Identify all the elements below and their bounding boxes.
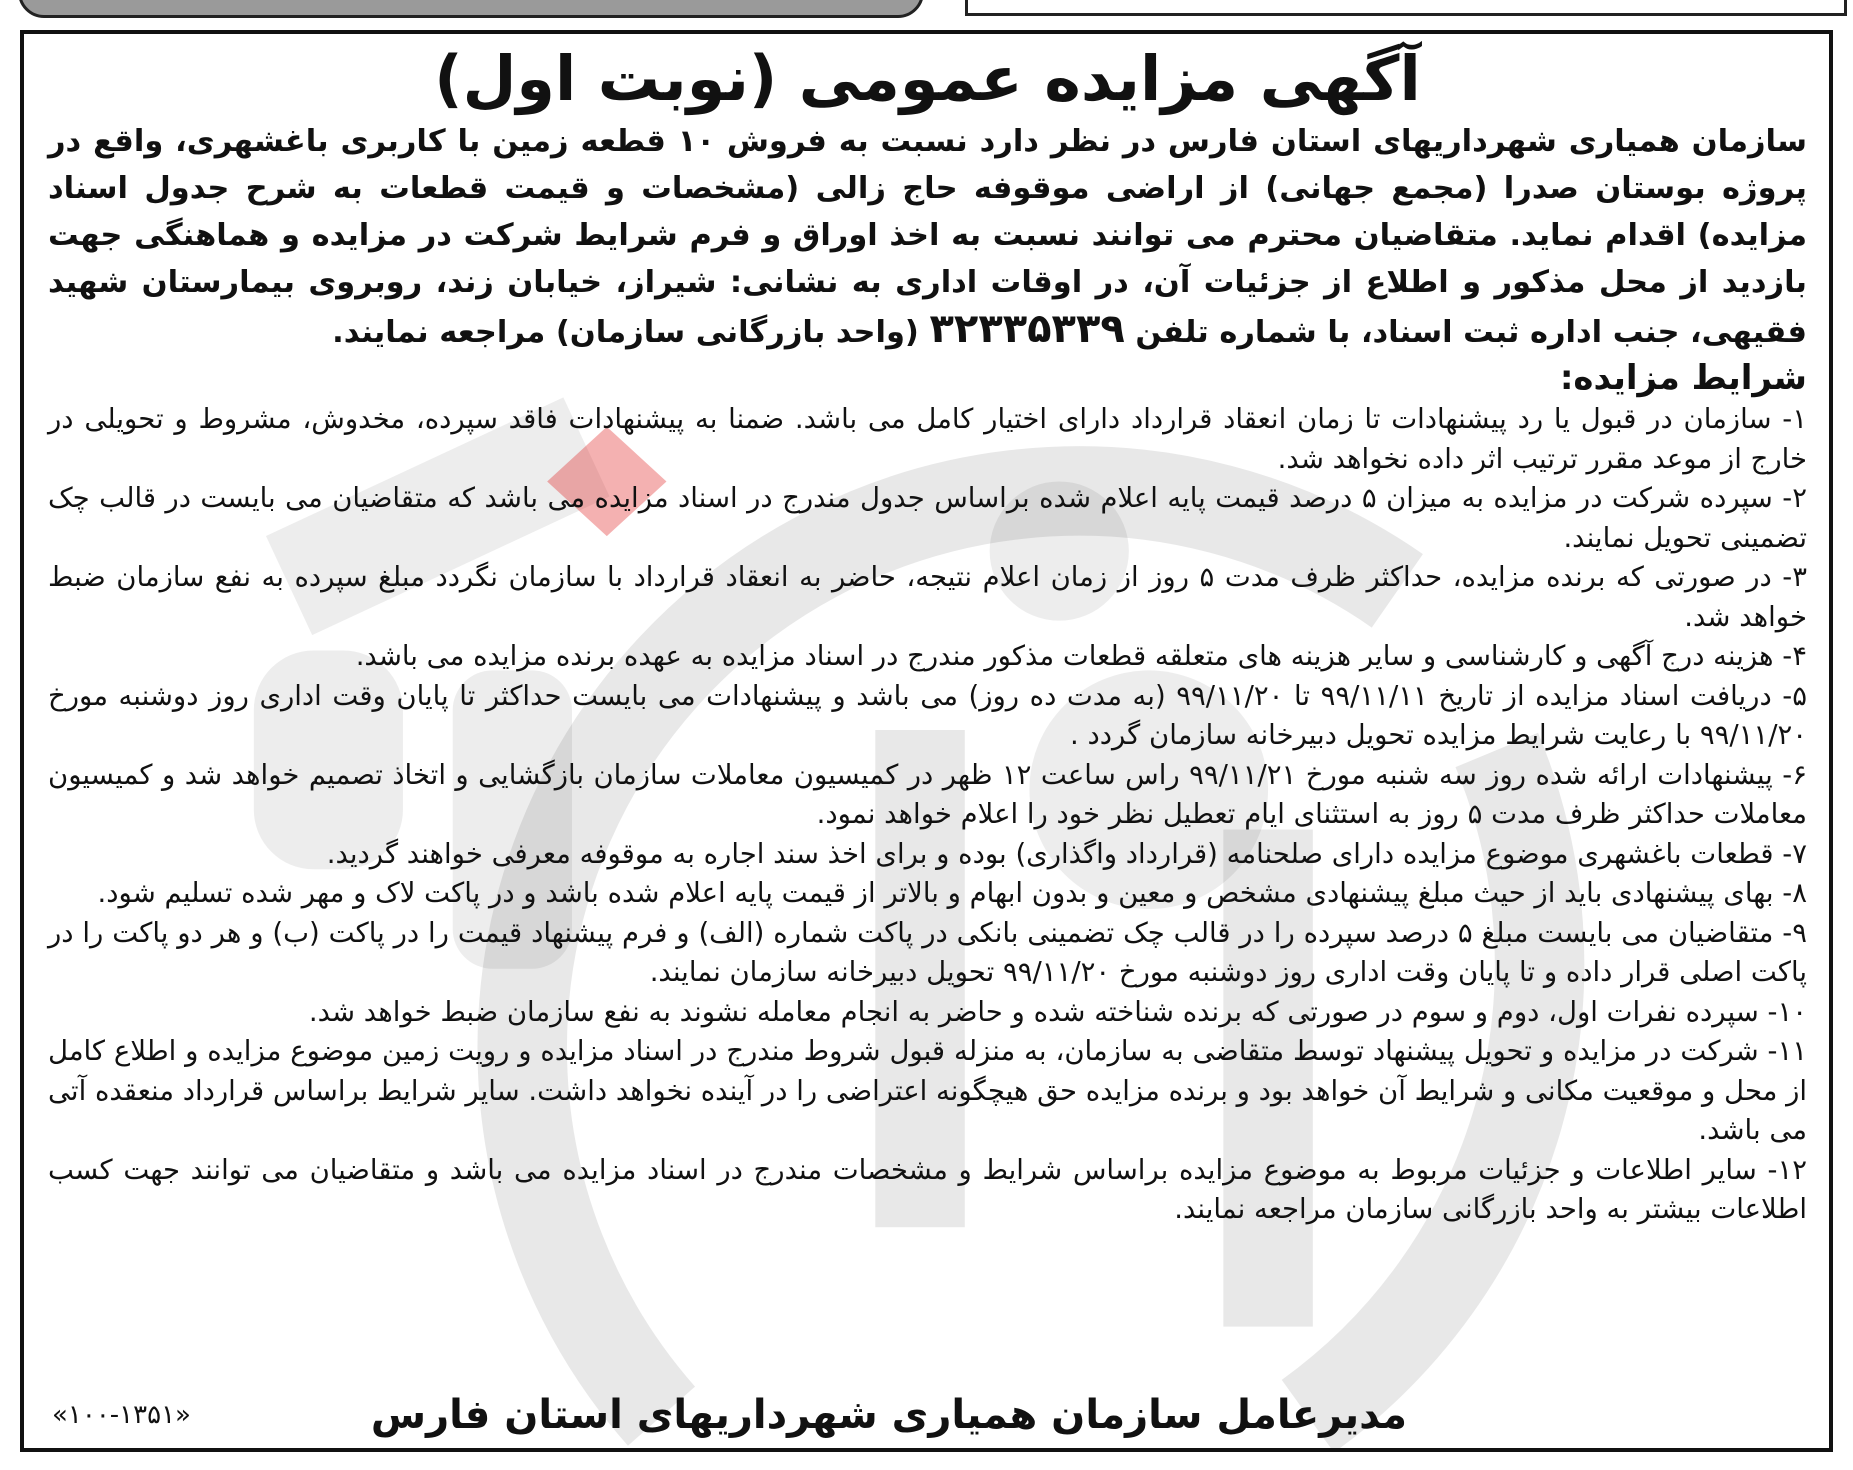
condition-item: ۴- هزینه درج آگهی و کارشناسی و سایر هزینه های متعلقه قطعات مذکور مندرج در اسناد مزایده به عهده برنده مزایده می باشد. [355,640,1807,672]
notice-content [48,40,1807,1440]
reference-code: «۱۰۰-۱۳۵۱» [52,1400,191,1430]
condition-item: ۱۰- سپرده نفرات اول، دوم و سوم در صورتی که برنده شناخته شده و حاضر به انجام معامله نشوند به نفع سازمان ضبط خواهد شد. [308,995,1807,1028]
intro-paragraph [48,118,1807,356]
conditions-heading: شرایط مزایده: [1559,358,1807,398]
condition-item: ۳- در صورتی که برنده مزایده، حداکثر ظرف مدت ۵ روز از زمان اعلام نتیجه، حاضر به انعقاد قرارداد با سازمان نگردد مبلغ سپرده به نفع سازمان ضبط خواهد شد. [48,561,1808,633]
condition-item: ۱- سازمان در قبول یا رد پیشنهادات تا زمان انعقاد قرارداد دارای اختیار کامل می باشد. ضمنا به پیشنهادات فاقد سپرده، مخدوش، مشروط و تحویلی در خارج از موعد مقرر ترتیب اثر داده نخواهد شد. [48,403,1807,475]
top-border-box [965,0,1847,16]
top-decorative-bar [18,0,924,18]
phone-number: ۳۲۳۳۵۳۳۹ [929,306,1125,352]
condition-item: ۸- بهای پیشنهادی باید از حیث مبلغ پیشنهادی مشخص و معین و بدون ابهام و بالاتر از قیمت پایه اعلام شده باشد و در پاکت لاک و مهر شده تسلیم شود. [97,877,1807,909]
conditions-list [48,400,1807,1230]
notice-footer [48,1390,1807,1440]
phone-label: با شماره تلفن [1135,315,1351,350]
condition-item: ۶- پیشنهادات ارائه شده روز سه شنبه مورخ ۹۹/۱۱/۲۱ راس ساعت ۱۲ ظهر در کمیسیون معاملات سازمان بازگشایی و اتخاذ تصمیم خواهد شد و کمیسیون معاملات حداکثر ظرف مدت ۵ روز به استثنای ایام تعطیل نظر خود را اعلام خواهد نمود. [48,758,1807,830]
condition-item: ۷- قطعات باغشهری موضوع مزایده دارای صلحنامه (قرارداد واگذاری) بوده و برای اخذ سند اجاره به موقوفه معرفی خواهند گردید. [326,837,1807,870]
condition-item: ۹- متقاضیان می بایست مبلغ ۵ درصد سپرده را در قالب چک تضمینی بانکی در پاکت شماره (الف) و فرم پیشنهاد قیمت را در پاکت (ب) و هر دو پاکت را در پاکت اصلی قرار داده و تا پایان وقت اداری روز دوشنبه مورخ ۹۹/۱۱/۲۰ تحویل دبیرخانه سازمان نمایند. [48,916,1807,988]
intro-text: سازمان همیاری شهرداریهای استان فارس در نظر دارد نسبت به فروش ۱۰ قطعه زمین با کاربری باغشهری، واقع در پروژه بوستان صدرا (مجمع جهانی) از اراضی موقوفه حاج زالی (مشخصات و قیمت قطعات به شرح جدول اسناد مزایده) اقدام نماید. متقاضیان محترم می توانند نسبت به اخذ اوراق و فرم شرایط شرکت در مزایده و هماهنگی جهت بازدید از محل مذکور و اطلاع از جزئیات آن، در اوقات اداری به نشانی: شیراز، خیابان زند، روبروی بیمارستان شهید فقیهی، جنب اداره ثبت اسناد، [48,124,1807,350]
notice-frame [20,30,1833,1452]
signature-line: مدیرعامل سازمان همیاری شهرداریهای استان فارس [370,1392,1407,1438]
notice-title: آگهی مزایده عمومی (نوبت اول) [434,42,1421,115]
condition-item: ۲- سپرده شرکت در مزایده به میزان ۵ درصد قیمت پایه اعلام شده براساس جدول مندرج در اسناد مزایده می باشد که متقاضیان می بایست در قالب چک تضمینی تحویل نمایند. [48,482,1807,554]
condition-item: ۵- دریافت اسناد مزایده از تاریخ ۹۹/۱۱/۱۱ تا ۹۹/۱۱/۲۰ (به مدت ده روز) می باشد و پیشنهادات می بایست حداکثر تا پایان وقت اداری روز دوشنبه مورخ ۹۹/۱۱/۲۰ با رعایت شرایط مزایده تحویل دبیرخانه سازمان گردد . [48,679,1807,751]
condition-item: ۱۱- شرکت در مزایده و تحویل پیشنهاد توسط متقاضی به سازمان، به منزله قبول شروط مندرج در اسناد مزایده و رویت زمین موضوع مزایده و اطلاع کامل از محل و موقعیت مکانی و شرایط آن خواهد بود و برنده مزایده حق هیچگونه اعتراضی را در آینده نخواهد داشت. سایر شرایط براساس قرارداد منعقده آتی می باشد. [48,1035,1807,1146]
intro-end: (واحد بازرگانی سازمان) مراجعه نمایند. [332,315,919,350]
condition-item: ۱۲- سایر اطلاعات و جزئیات مربوط به موضوع مزایده براساس شرایط و مشخصات مندرج در اسناد مزایده می باشد و متقاضیان می توانند جهت کسب اطلاعات بیشتر به واحد بازرگانی سازمان مراجعه نمایند. [48,1153,1807,1225]
